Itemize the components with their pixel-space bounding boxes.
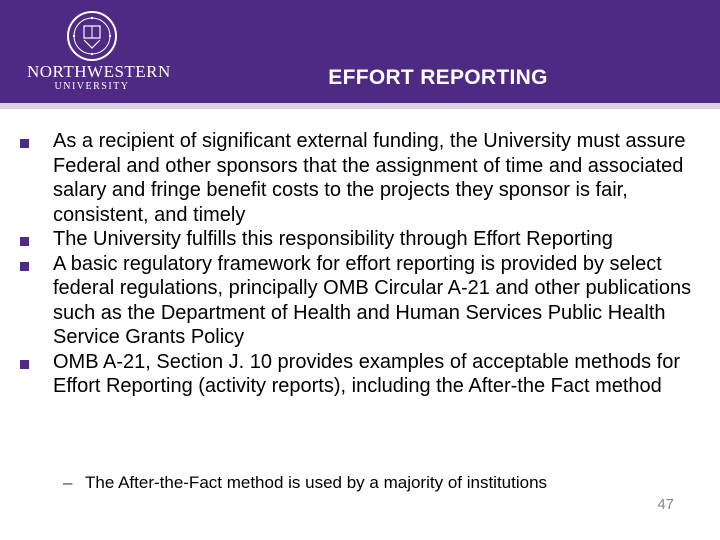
bullet-list [20,129,700,399]
header-bar [0,0,720,103]
university-seal-icon [66,10,118,62]
bullet-text: As a recipient of significant external funding, the University must assure Federal and other sponsors that the assignment of time and associated salary and fringe benefit costs to the projects they sponsor is fair, consistent, and timely [53,130,686,226]
dash-marker: – [63,473,73,492]
list-item [20,350,700,399]
list-item [20,252,700,350]
header-divider [0,103,720,109]
list-item [20,129,700,227]
slide-title: EFFORT REPORTING [328,66,548,89]
sub-bullet-text: The After-the-Fact method is used by a majority of institutions [85,473,548,492]
bullet-text: A basic regulatory framework for effort reporting is provided by select federal regulations, principally OMB Circular A-21 and other publications such as the Department of Health and Human Services Public Health Service Grants Policy [53,252,692,348]
square-bullet-icon [20,262,29,271]
square-bullet-icon [20,139,29,148]
square-bullet-icon [20,360,29,369]
logo-wordmark: NORTHWESTERN [27,62,171,81]
bullet-text: OMB A-21, Section J. 10 provides examples of acceptable methods for Effort Reporting (activity reports), including the After-the Fact method [53,350,680,397]
page-number: 47 [657,496,674,513]
list-item [20,227,700,252]
sub-bullet [63,472,683,494]
logo-subtitle: UNIVERSITY [54,81,130,92]
bullet-text: The University fulfills this responsibility through Effort Reporting [53,228,613,250]
square-bullet-icon [20,237,29,246]
